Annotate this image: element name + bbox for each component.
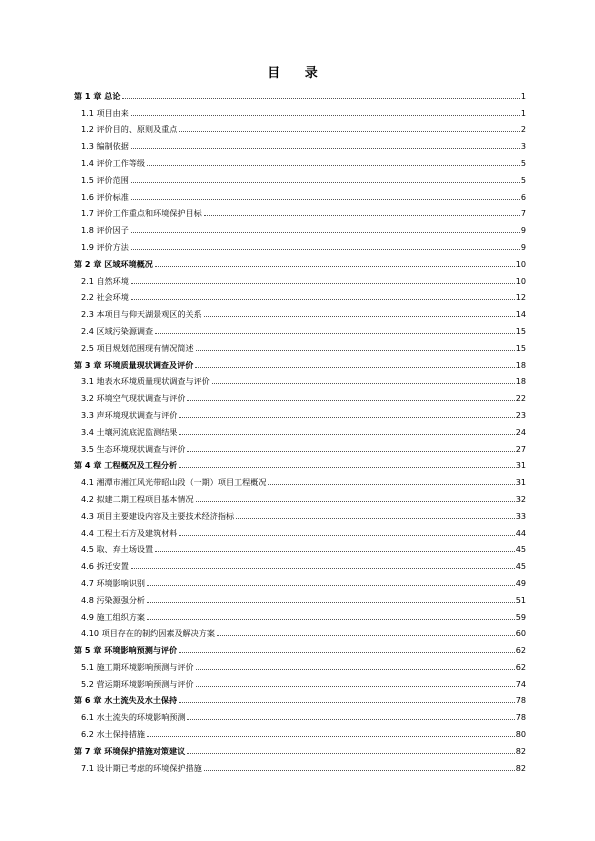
toc-chapter-entry[interactable] (74, 638, 526, 655)
toc-chapter-entry[interactable] (74, 252, 526, 269)
toc-title: 目 录 (267, 66, 328, 81)
toc-entry-page-number: 27 (515, 443, 526, 454)
toc-entry-label: 3.5 生态环境现状调查与评价 (81, 443, 186, 454)
dot-leader (131, 283, 515, 284)
toc-entry-page-number: 5 (520, 174, 526, 185)
toc-entry-page-number: 78 (515, 712, 526, 723)
toc-entry-page-number: 31 (515, 477, 526, 488)
dot-leader (131, 568, 515, 569)
dot-leader (147, 165, 520, 166)
dot-leader (196, 686, 515, 687)
toc-entry-label: 2.1 自然环境 (81, 275, 129, 286)
toc-section-entry[interactable] (74, 185, 526, 202)
dot-leader (131, 199, 520, 200)
toc-entry-page-number: 2 (520, 124, 526, 135)
dot-leader (212, 383, 515, 384)
toc-entry-page-number: 9 (520, 241, 526, 252)
dot-leader (187, 753, 514, 754)
toc-entry-page-number: 10 (515, 275, 526, 286)
toc-chapter-entry[interactable] (74, 353, 526, 370)
dot-leader (204, 770, 515, 771)
toc-entry-page-number: 44 (515, 527, 526, 538)
toc-entry-page-number: 15 (515, 342, 526, 353)
toc-chapter-entry[interactable] (74, 454, 526, 471)
toc-section-entry[interactable] (74, 403, 526, 420)
toc-section-entry[interactable] (74, 235, 526, 252)
dot-leader (195, 367, 514, 368)
dot-leader (204, 316, 515, 317)
dot-leader (131, 232, 520, 233)
toc-entry-label: 4.7 环境影响识别 (81, 577, 146, 588)
dot-leader (179, 417, 514, 418)
toc-entry-page-number: 3 (520, 141, 526, 152)
toc-section-entry[interactable] (74, 605, 526, 622)
dot-leader (187, 451, 514, 452)
toc-entry-page-number: 12 (515, 292, 526, 303)
dot-leader (147, 602, 515, 603)
toc-section-entry[interactable] (74, 672, 526, 689)
dot-leader (155, 551, 515, 552)
dot-leader (179, 652, 515, 653)
toc-section-entry[interactable] (74, 286, 526, 303)
toc-section-entry[interactable] (74, 218, 526, 235)
dot-leader (187, 400, 514, 401)
toc-entry-page-number: 45 (515, 544, 526, 555)
dot-leader (236, 518, 515, 519)
toc-entry-label: 1.9 评价方法 (81, 241, 129, 252)
toc-section-entry[interactable] (74, 521, 526, 538)
toc-entry-page-number: 51 (515, 594, 526, 605)
toc-section-entry[interactable] (74, 588, 526, 605)
toc-entry-label: 第 5 章 环境影响预测与评价 (74, 645, 178, 656)
toc-section-entry[interactable] (74, 386, 526, 403)
toc-entry-label: 1.8 评价因子 (81, 225, 129, 236)
toc-entry-label: 5.1 施工期环境影响预测与评价 (81, 661, 194, 672)
toc-section-entry[interactable] (74, 302, 526, 319)
dot-leader (155, 266, 515, 267)
toc-entry-label: 1.2 评价目的、原则及重点 (81, 124, 178, 135)
toc-entry-label: 4.1 湘潭市湘江风光带昭山段（一期）项目工程概况 (81, 477, 267, 488)
toc-entry-label: 1.1 项目由来 (81, 107, 129, 118)
dot-leader (131, 182, 520, 183)
toc-section-entry[interactable] (74, 134, 526, 151)
toc-section-entry[interactable] (74, 168, 526, 185)
toc-entry-label: 4.8 污染源强分析 (81, 594, 146, 605)
toc-entry-page-number: 60 (515, 628, 526, 639)
toc-section-entry[interactable] (74, 756, 526, 773)
toc-section-entry[interactable] (74, 336, 526, 353)
toc-section-entry[interactable] (74, 504, 526, 521)
toc-entry-label: 1.6 评价标准 (81, 191, 129, 202)
toc-section-entry[interactable] (74, 571, 526, 588)
toc-entry-label: 4.3 项目主要建设内容及主要技术经济指标 (81, 510, 235, 521)
toc-entry-page-number: 32 (515, 493, 526, 504)
toc-entry-page-number: 59 (515, 611, 526, 622)
toc-entry-label: 4.2 拟建二期工程项目基本情况 (81, 493, 194, 504)
dot-leader (179, 434, 514, 435)
toc-section-entry[interactable] (74, 655, 526, 672)
toc-entry-label: 第 2 章 区域环境概况 (74, 258, 153, 269)
toc-chapter-entry[interactable] (74, 689, 526, 706)
toc-section-entry[interactable] (74, 319, 526, 336)
toc-entry-page-number: 62 (515, 661, 526, 672)
toc-entry-label: 第 4 章 工程概况及工程分析 (74, 460, 178, 471)
toc-entry-label: 2.4 区域污染源调查 (81, 325, 154, 336)
dot-leader (147, 585, 515, 586)
toc-section-entry[interactable] (74, 437, 526, 454)
toc-section-entry[interactable] (74, 722, 526, 739)
toc-entry-page-number: 9 (520, 225, 526, 236)
dot-leader (268, 484, 514, 485)
toc-section-entry[interactable] (74, 554, 526, 571)
toc-section-entry[interactable] (74, 269, 526, 286)
toc-entry-label: 第 3 章 环境质量现状调查及评价 (74, 359, 194, 370)
toc-section-entry[interactable] (74, 420, 526, 437)
toc-section-entry[interactable] (74, 370, 526, 387)
toc-chapter-entry[interactable] (74, 739, 526, 756)
dot-leader (147, 619, 515, 620)
toc-entry-label: 3.2 环境空气现状调查与评价 (81, 393, 186, 404)
toc-entry-page-number: 31 (515, 460, 526, 471)
toc-entry-page-number: 82 (515, 762, 526, 773)
dot-leader (196, 669, 515, 670)
dot-leader (131, 249, 520, 250)
toc-entry-label: 4.10 项目存在的制约因素及解决方案 (81, 628, 215, 639)
toc-entry-page-number: 1 (520, 107, 526, 118)
toc-entry-label: 4.5 取、弃土场设置 (81, 544, 154, 555)
toc-entry-page-number: 74 (515, 678, 526, 689)
toc-entry-label: 1.3 编制依据 (81, 141, 129, 152)
toc-entry-label: 7.1 设计期已考虑的环境保护措施 (81, 762, 202, 773)
toc-entry-page-number: 10 (515, 258, 526, 269)
toc-section-entry[interactable] (74, 487, 526, 504)
toc-chapter-entry[interactable] (74, 84, 526, 101)
toc-section-entry[interactable] (74, 705, 526, 722)
dot-leader (155, 333, 515, 334)
toc-entry-label: 3.1 地表水环境质量现状调查与评价 (81, 376, 210, 387)
toc-entry-page-number: 18 (515, 359, 526, 370)
toc-section-entry[interactable] (74, 101, 526, 118)
dot-leader (196, 350, 515, 351)
dot-leader (179, 131, 519, 132)
toc-entry-page-number: 45 (515, 561, 526, 572)
toc-entry-label: 4.4 工程土石方及建筑材料 (81, 527, 178, 538)
toc-entry-label: 2.5 项目规划范围现有情况简述 (81, 342, 194, 353)
dot-leader (179, 535, 514, 536)
toc-section-entry[interactable] (74, 202, 526, 219)
toc-entry-page-number: 24 (515, 426, 526, 437)
toc-entry-page-number: 82 (515, 745, 526, 756)
toc-entry-label: 第 1 章 总论 (74, 90, 121, 101)
toc-entry-label: 6.2 水土保持措施 (81, 729, 146, 740)
toc-section-entry[interactable] (74, 622, 526, 639)
toc-entry-page-number: 7 (520, 208, 526, 219)
toc-entry-label: 1.7 评价工作重点和环境保护目标 (81, 208, 202, 219)
toc-entry-page-number: 5 (520, 157, 526, 168)
toc-entry-page-number: 18 (515, 376, 526, 387)
toc-entry-label: 第 6 章 水土流失及水土保持 (74, 695, 178, 706)
toc-entry-label: 6.1 水土流失的环境影响预测 (81, 712, 186, 723)
toc-entry-page-number: 49 (515, 577, 526, 588)
toc-section-entry[interactable] (74, 151, 526, 168)
toc-entry-page-number: 62 (515, 645, 526, 656)
dot-leader (179, 467, 515, 468)
toc-section-entry[interactable] (74, 470, 526, 487)
dot-leader (179, 702, 515, 703)
dot-leader (131, 148, 520, 149)
toc-entry-page-number: 80 (515, 729, 526, 740)
dot-leader (204, 215, 520, 216)
dot-leader (122, 98, 519, 99)
toc-entry-label: 4.6 拆迁安置 (81, 561, 129, 572)
dot-leader (131, 299, 515, 300)
toc-entry-page-number: 14 (515, 309, 526, 320)
dot-leader (131, 115, 520, 116)
toc-entry-page-number: 22 (515, 393, 526, 404)
toc-entry-label: 2.2 社会环境 (81, 292, 129, 303)
toc-entry-label: 第 7 章 环境保护措施对策建议 (74, 745, 186, 756)
toc-entry-label: 1.5 评价范围 (81, 174, 129, 185)
toc-entry-label: 1.4 评价工作等级 (81, 157, 146, 168)
toc-entry-page-number: 15 (515, 325, 526, 336)
dot-leader (187, 719, 514, 720)
toc-section-entry[interactable] (74, 118, 526, 135)
toc-entry-page-number: 1 (520, 90, 526, 101)
toc-entry-label: 5.2 营运期环境影响预测与评价 (81, 678, 194, 689)
toc-entry-page-number: 6 (520, 191, 526, 202)
toc-section-entry[interactable] (74, 538, 526, 555)
toc-entry-page-number: 23 (515, 409, 526, 420)
dot-leader (217, 635, 515, 636)
toc-entry-page-number: 78 (515, 695, 526, 706)
table-of-contents (74, 84, 526, 773)
toc-entry-label: 3.4 土壤河流底泥监测结果 (81, 426, 178, 437)
dot-leader (196, 501, 515, 502)
toc-entry-label: 2.3 本项目与仰天湖景观区的关系 (81, 309, 202, 320)
toc-entry-page-number: 33 (515, 510, 526, 521)
dot-leader (147, 736, 515, 737)
toc-entry-label: 4.9 施工组织方案 (81, 611, 146, 622)
toc-entry-label: 3.3 声环境现状调查与评价 (81, 409, 178, 420)
